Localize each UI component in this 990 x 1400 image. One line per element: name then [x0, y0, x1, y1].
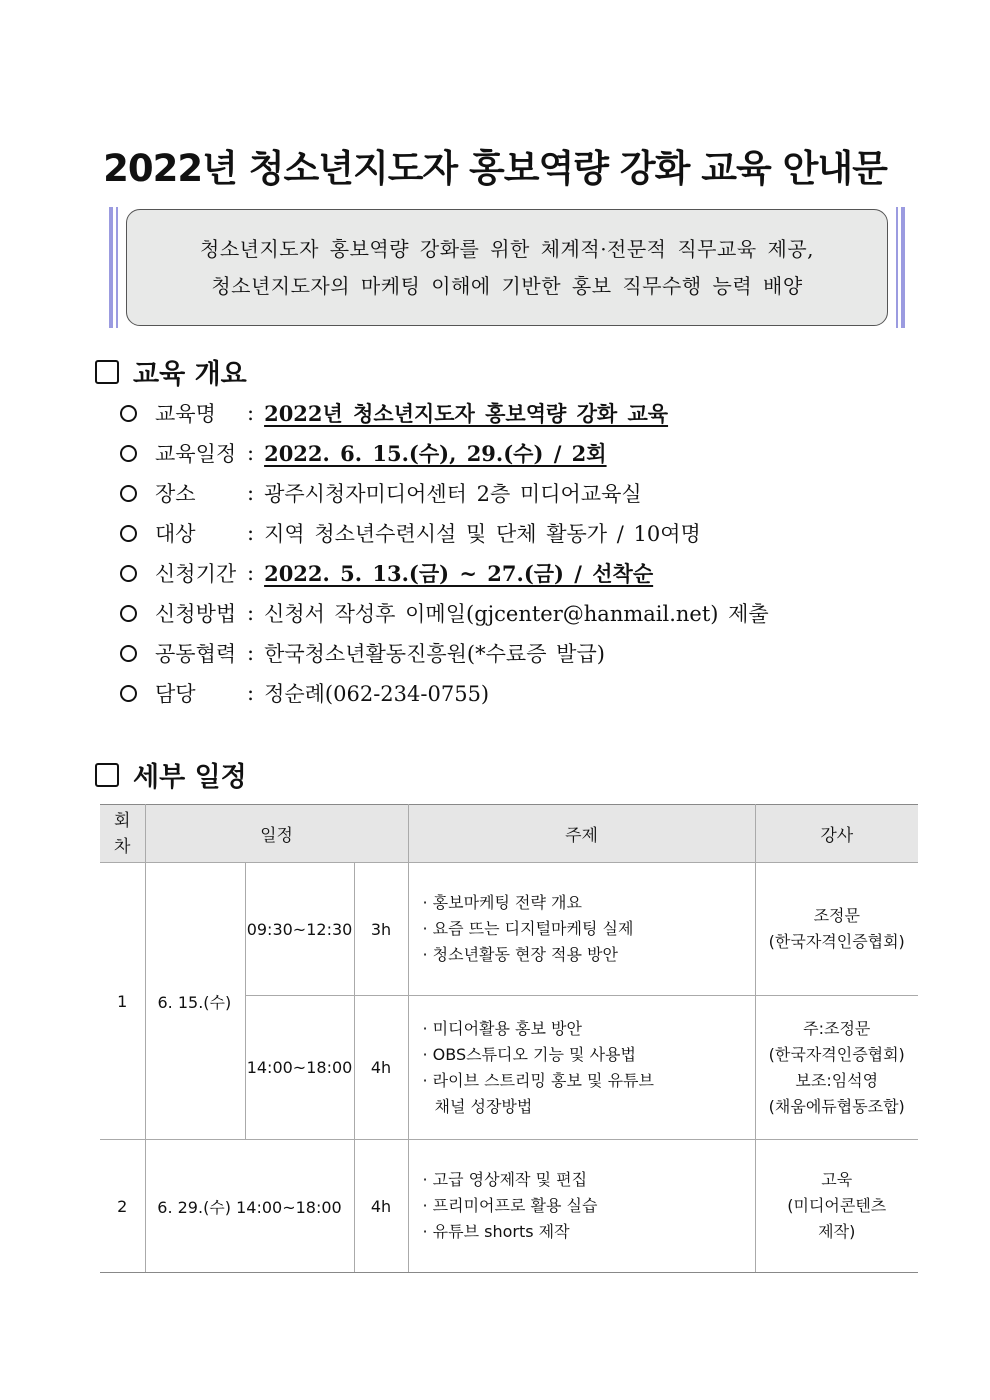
header-topic: 주제: [408, 805, 755, 863]
cell-round: 2: [100, 1140, 145, 1273]
instructor-line: (한국자격인증협회): [768, 932, 905, 951]
summary-left-bar: [109, 207, 113, 328]
header-round: [100, 805, 145, 863]
label-colon: :: [247, 641, 255, 665]
topic-item: · 홍보마케팅 전략 개요: [422, 893, 582, 912]
overview-value: 정순례(062-234-0755): [264, 682, 490, 706]
overview-value: 지역 청소년수련시설 및 단체 활동가 / 10여명: [264, 522, 701, 546]
checkbox-square-icon: [95, 360, 119, 384]
overview-value: 2022. 6. 15.(수), 29.(수) / 2회: [264, 441, 607, 466]
section-schedule-label: 세부 일정: [133, 762, 247, 793]
overview-list: [120, 393, 769, 713]
header-round-line-1: 회: [114, 810, 131, 831]
label-colon: :: [247, 441, 255, 465]
overview-label: 교육명: [155, 402, 216, 426]
topic-item: · 청소년활동 현장 적용 방안: [422, 945, 618, 964]
cell-time: 14:00~18:00: [245, 996, 354, 1140]
cell-instructor: [755, 863, 918, 996]
instructor-line: (채움에듀협동조합): [768, 1096, 905, 1116]
table-row: [100, 1140, 918, 1273]
cell-instructor: [755, 996, 918, 1140]
cell-topics: [408, 1140, 755, 1273]
topic-item: · 미디어활용 홍보 방안: [422, 1018, 582, 1038]
topic-item: · 프리미어프로 활용 실습: [422, 1196, 598, 1215]
summary-right-bar-thin: [896, 207, 898, 328]
cell-topics: [408, 996, 755, 1140]
header-schedule: 일정: [145, 805, 408, 863]
circle-bullet-icon: [120, 485, 137, 502]
table-row: [100, 863, 918, 996]
cell-time: 09:30~12:30: [245, 863, 354, 996]
instructor-line: 조정문: [813, 906, 860, 925]
instructor-line: 보조:임석영: [795, 1070, 879, 1090]
instructor-line: 고욱: [821, 1170, 853, 1189]
overview-value: 신청서 작성후 이메일(gjcenter@hanmail.net) 제출: [264, 602, 769, 626]
cell-date: 6. 15.(수): [145, 863, 245, 1140]
cell-hours: 4h: [354, 996, 408, 1140]
overview-label: 담당: [155, 682, 196, 706]
overview-label: 공동협력: [155, 642, 237, 666]
label-colon: :: [247, 521, 255, 545]
label-colon: :: [247, 681, 255, 705]
circle-bullet-icon: [120, 445, 137, 462]
label-colon: :: [247, 601, 255, 625]
circle-bullet-icon: [120, 405, 137, 422]
instructor-line: 주:조정문: [803, 1018, 871, 1038]
header-round-line-2: 차: [114, 836, 131, 857]
schedule-table: [100, 804, 918, 1273]
overview-item: [120, 673, 769, 713]
overview-item: [120, 553, 769, 593]
cell-instructor: [755, 1140, 918, 1273]
summary-line-1: 청소년지도자 홍보역량 강화를 위한 체계적·전문적 직무교육 제공,: [200, 236, 814, 261]
cell-hours: 3h: [354, 863, 408, 996]
circle-bullet-icon: [120, 605, 137, 622]
overview-label: 교육일정: [155, 442, 237, 466]
circle-bullet-icon: [120, 525, 137, 542]
overview-item: [120, 513, 769, 553]
topic-item: · 고급 영상제작 및 편집: [422, 1170, 588, 1189]
document-title: 2022년 청소년지도자 홍보역량 강화 교육 안내문: [103, 147, 887, 190]
overview-item: [120, 393, 769, 433]
summary-box: [126, 209, 888, 326]
label-colon: :: [247, 401, 255, 425]
instructor-line: (미디어콘텐츠: [787, 1196, 887, 1215]
instructor-line: (한국자격인증협회): [768, 1044, 905, 1064]
topic-item: · 요즘 뜨는 디지털마케팅 실제: [422, 919, 634, 938]
overview-item: [120, 433, 769, 473]
label-colon: :: [247, 561, 255, 585]
section-overview-heading: [95, 352, 247, 391]
circle-bullet-icon: [120, 685, 137, 702]
instructor-line: 제작): [818, 1222, 856, 1241]
summary-panel: [109, 207, 905, 328]
topic-item: · 유튜브 shorts 제작: [422, 1222, 570, 1241]
cell-date-time: 6. 29.(수) 14:00~18:00: [145, 1140, 354, 1273]
overview-value: 한국청소년활동진흥원(*수료증 발급): [264, 642, 605, 666]
summary-line-2: 청소년지도자의 마케팅 이해에 기반한 홍보 직무수행 능력 배양: [211, 273, 803, 298]
topic-item: · 라이브 스트리밍 홍보 및 유튜브: [422, 1070, 654, 1090]
overview-item: [120, 473, 769, 513]
label-colon: :: [247, 481, 255, 505]
overview-label: 신청방법: [155, 602, 237, 626]
topic-item: · OBS스튜디오 기능 및 사용법: [422, 1044, 636, 1064]
topic-item-continued: 채널 성장방법: [434, 1096, 533, 1116]
overview-label: 신청기간: [155, 562, 237, 586]
summary-right-bar: [901, 207, 905, 328]
table-header-row: [100, 805, 918, 863]
overview-item: [120, 593, 769, 633]
section-schedule-heading: [95, 755, 247, 794]
summary-left-bar-thin: [116, 207, 118, 328]
overview-value: 2022년 청소년지도자 홍보역량 강화 교육: [264, 401, 669, 426]
overview-value: 광주시청자미디어센터 2층 미디어교육실: [264, 482, 642, 506]
overview-item: [120, 633, 769, 673]
overview-value: 2022. 5. 13.(금) ~ 27.(금) / 선착순: [264, 561, 654, 586]
checkbox-square-icon: [95, 763, 119, 787]
circle-bullet-icon: [120, 565, 137, 582]
cell-hours: 4h: [354, 1140, 408, 1273]
overview-label: 장소: [155, 482, 196, 506]
cell-topics: [408, 863, 755, 996]
circle-bullet-icon: [120, 645, 137, 662]
header-instructor: 강사: [755, 805, 918, 863]
overview-label: 대상: [155, 522, 196, 546]
cell-round: 1: [100, 863, 145, 1140]
section-overview-label: 교육 개요: [133, 359, 247, 390]
